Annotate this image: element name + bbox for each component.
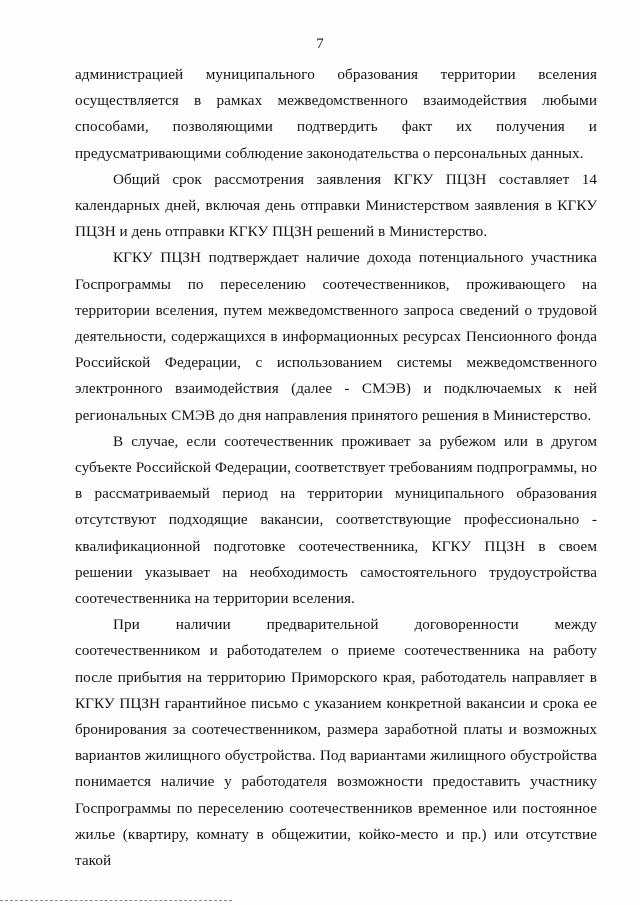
paragraph-employer-agreement: При наличии предварительной договоренности между соотечественником и работодателем о приеме соотечественника на работу после прибытия на территорию Приморского края, работодатель направляет в КГКУ ПЦЗН гарантийное письмо с указанием конкретной вакансии и срока ее бронирования за соотечественником, размера заработной платы и возможных вариантов жилищного обустройства. Под вариантами жилищного обустройства понимается наличие у работодателя возможности предоставить участнику Госпрограммы по переселению соотечественников временное или постоянное жилье (квартиру, комнату в общежитии, койко-место и пр.) или отсутствие такой [75,616,597,870]
paragraph-continuation: администрацией муниципального образования территории вселения осуществляется в рамках межведомственного взаимодействия любыми способами, позволяющими подтвердить факт их получения и предусматривающими соблюдение законодательства о персональных данных. [75,66,597,162]
paragraph-review-period: Общий срок рассмотрения заявления КГКУ ПЦЗН составляет 14 календарных дней, включая день отправки Министерством заявления в КГКУ ПЦЗН и день отправки КГКУ ПЦЗН решений в Министерство. [75,170,597,241]
paragraph-income-confirmation: КГКУ ПЦЗН подтверждает наличие дохода потенциального участника Госпрограммы по переселению соотечественников, проживающего на территории вселения, путем межведомственного запроса сведений о трудовой деятельности, содержащихся в информационных ресурсах Пенсионного фонда Российской Федерации, с использованием системы межведомственного электронного взаимодействия (далее - СМЭВ) и подключаемых к ней региональных СМЭВ до дня направления принятого решения в Министерство. [75,249,597,424]
page-number: 7 [316,36,324,52]
footer-rule [0,900,232,901]
document-body [75,62,597,874]
paragraph-no-vacancies: В случае, если соотечественник проживает за рубежом или в другом субъекте Российской Федерации, соответствует требованиям подпрограммы, но в рассматриваемый период на территории муниципального образования отсутствуют подходящие вакансии, соответствующие профессионально - квалификационной подготовке соотечественника, КГКУ ПЦЗН в своем решении указывает на необходимость самостоятельного трудоустройства соотечественника на территории вселения. [75,432,597,608]
